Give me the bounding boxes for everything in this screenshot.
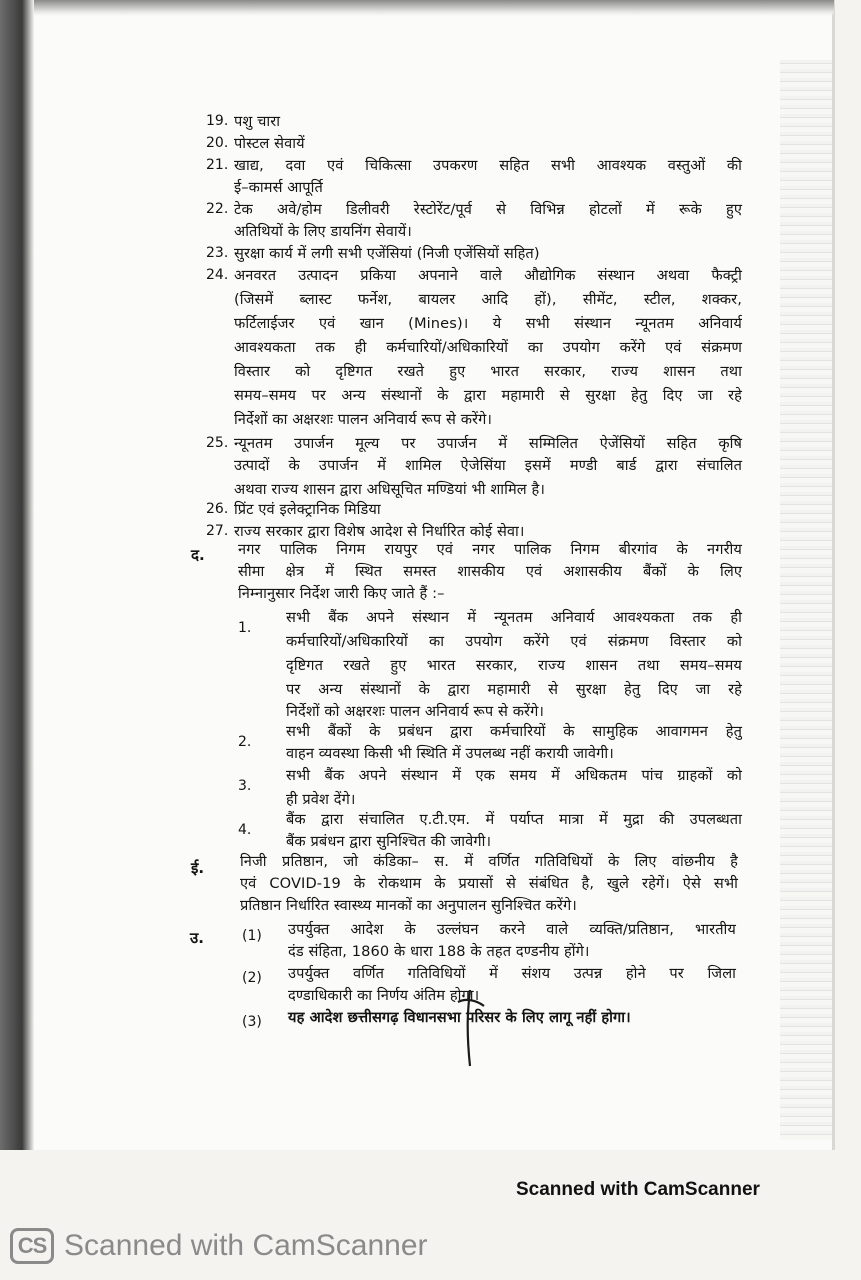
list-item-text: पोस्टल सेवायें bbox=[234, 135, 305, 152]
list-item-text: निर्देशों का अक्षरशः पालन अनिवार्य रूप से करेंगे। bbox=[234, 411, 493, 428]
list-item-text: विस्तार को दृष्टिगत रखते हुए भारत सरकार, राज्य शासन तथा bbox=[234, 363, 742, 380]
clause-number: (1) bbox=[242, 928, 262, 944]
sub-item-number: 2. bbox=[238, 734, 252, 750]
list-item-text: राज्य सरकार द्वारा विशेष आदेश से निर्धारित कोई सेवा। bbox=[234, 523, 525, 540]
sub-item-number: 3. bbox=[238, 778, 252, 794]
section-text: प्रतिष्ठान निर्धारित स्वास्थ्य मानकों का अनुपालन सुनिश्चित करेंगे। bbox=[240, 897, 577, 914]
list-item-text: अथवा राज्य शासन द्वारा अधिसूचित मण्डियां भी शामिल है। bbox=[234, 481, 545, 498]
section-marker: द. bbox=[191, 546, 205, 564]
section-text: निजी प्रतिष्ठान, जो कंडिका– स. में वर्णित गतिविधियों के लिए वांछनीय है bbox=[240, 853, 738, 870]
list-item-number: 21. bbox=[206, 157, 229, 173]
list-item-text: समय–समय पर अन्य संस्थानों के द्वारा महामारी से सुरक्षा हेतु दिए जा रहे bbox=[234, 387, 742, 404]
list-item-number: 23. bbox=[206, 245, 229, 261]
clause-number: (2) bbox=[242, 970, 262, 986]
sub-item-text: बैंक द्वारा संचालित ए.टी.एम. में पर्याप्त मात्रा में मुद्रा की उपलब्धता bbox=[286, 811, 742, 828]
section-marker: ई. bbox=[191, 859, 205, 877]
list-item-text: फर्टिलाईजर एवं खान (Mines)। ये सभी संस्थान न्यूनतम अनिवार्य bbox=[234, 315, 742, 332]
page-binding-shadow bbox=[0, 0, 34, 1150]
list-item-number: 22. bbox=[206, 201, 229, 217]
list-item-text: (जिसमें ब्लास्ट फर्नेश, बायलर आदि हों), सीमेंट, स्टील, शक्कर, bbox=[234, 291, 742, 308]
list-item-number: 26. bbox=[206, 501, 229, 517]
list-item-number: 20. bbox=[206, 135, 229, 151]
list-item-text: खाद्य, दवा एवं चिकित्सा उपकरण सहित सभी आवश्यक वस्तुओं की bbox=[234, 157, 742, 174]
sub-item-text: बैंक प्रबंधन द्वारा सुनिश्चित की जावेगी। bbox=[286, 833, 492, 850]
list-item-number: 25. bbox=[206, 435, 229, 451]
camscanner-watermark bbox=[10, 1226, 428, 1266]
clause-text: उपर्युक्त वर्णित गतिविधियों में संशय उत्पन्न होने पर जिला bbox=[288, 965, 736, 982]
page-top-shadow bbox=[34, 0, 834, 16]
sub-item-text: वाहन व्यवस्था किसी भी स्थिति में उपलब्ध नहीं करायी जावेगी। bbox=[286, 745, 614, 762]
sub-item-text: पर अन्य संस्थानों के द्वारा महामारी से सुरक्षा हेतु दिए जा रहे bbox=[286, 681, 742, 698]
clause-text: दंड संहिता, 1860 के धारा 188 के तहत दण्डनीय होंगे। bbox=[288, 943, 590, 960]
list-item-number: 27. bbox=[206, 523, 229, 539]
list-item-text: प्रिंट एवं इलेक्ट्रानिक मिडिया bbox=[234, 501, 381, 518]
camscanner-logo-icon: CS bbox=[10, 1228, 54, 1264]
section-intro-text: निम्नानुसार निर्देश जारी किए जाते हैं :– bbox=[238, 585, 445, 602]
page-edge-noise bbox=[780, 60, 832, 1140]
list-item-text: अनवरत उत्पादन प्रकिया अपनाने वाले औद्योगिक संस्थान अथवा फैक्ट्री bbox=[234, 267, 742, 284]
sub-item-text: सभी बैंक अपने संस्थान में न्यूनतम अनिवार्य आवश्यकता तक ही bbox=[286, 609, 742, 626]
list-item-number: 19. bbox=[206, 113, 229, 129]
sub-item-text: ही प्रवेश देंगे। bbox=[286, 791, 356, 808]
sub-item-number: 4. bbox=[238, 822, 252, 838]
clause-number: (3) bbox=[242, 1014, 262, 1030]
camscanner-watermark-text: Scanned with CamScanner bbox=[64, 1229, 428, 1262]
list-item-text: न्यूनतम उपार्जन मूल्य पर उपार्जन में सम्मिलित ऐजेंसियों सहित कृषि bbox=[234, 435, 742, 452]
sub-item-text: सभी बैंक अपने संस्थान में एक समय में अधिकतम पांच ग्राहकों को bbox=[286, 767, 742, 784]
list-item-text: अतिथियों के लिए डायनिंग सेवायें। bbox=[234, 223, 412, 240]
sub-item-text: निर्देशों को अक्षरशः पालन अनिवार्य रूप से करेंगे। bbox=[286, 703, 545, 720]
sub-item-text: दृष्टिगत रखते हुए भारत सरकार, राज्य शासन तथा समय–समय bbox=[286, 657, 742, 674]
clause-text: उपर्युक्त आदेश के उल्लंघन करने वाले व्यक्ति/प्रतिष्ठान, भारतीय bbox=[288, 921, 736, 938]
list-item-number: 24. bbox=[206, 267, 229, 283]
section-intro-text: नगर पालिक निगम रायपुर एवं नगर पालिक निगम बीरगांव के नगरीय bbox=[238, 541, 742, 558]
list-item-text: पशु चारा bbox=[234, 113, 281, 130]
list-item-text: सुरक्षा कार्य में लगी सभी एजेंसियां (निजी एजेंसियों सहित) bbox=[234, 245, 540, 262]
clause-text: यह आदेश छत्तीसगढ़ विधानसभा परिसर के लिए लागू नहीं होगा। bbox=[288, 1009, 631, 1026]
signature-mark bbox=[440, 988, 500, 1068]
list-item-text: आवश्यकता तक ही कर्मचारियों/अधिकारियों का उपयोग करेंगे एवं संक्रमण bbox=[234, 339, 742, 356]
list-item-text: टेक अवे/होम डिलीवरी रेस्टोरेंट/पूर्व से विभिन्न होटलों में रूके हुए bbox=[234, 201, 742, 218]
sub-item-text: कर्मचारियों/अधिकारियों का उपयोग करेंगे एवं संक्रमण विस्तार को bbox=[286, 633, 742, 650]
section-text: एवं COVID-19 के रोकथाम के प्रयासों से संबंधित है, खुले रहेगें। ऐसे सभी bbox=[240, 875, 738, 892]
sub-item-number: 1. bbox=[238, 620, 252, 636]
sub-item-text: सभी बैंकों के प्रबंधन द्वारा कर्मचारियों के सामुहिक आवागमन हेतु bbox=[286, 723, 742, 740]
section-marker: उ. bbox=[190, 929, 204, 947]
camscanner-footer: Scanned with CamScanner bbox=[516, 1179, 760, 1200]
section-intro-text: सीमा क्षेत्र में स्थित समस्त शासकीय एवं अशासकीय बैंकों के लिए bbox=[238, 563, 742, 580]
list-item-text: ई–कामर्स आपूर्ति bbox=[234, 179, 323, 196]
clause-text: दण्डाधिकारी का निर्णय अंतिम होगा। bbox=[288, 987, 480, 1004]
list-item-text: उत्पादों के उपार्जन में शामिल ऐजेसिंया इसमें मण्डी बार्ड द्वारा संचालित bbox=[234, 457, 742, 474]
